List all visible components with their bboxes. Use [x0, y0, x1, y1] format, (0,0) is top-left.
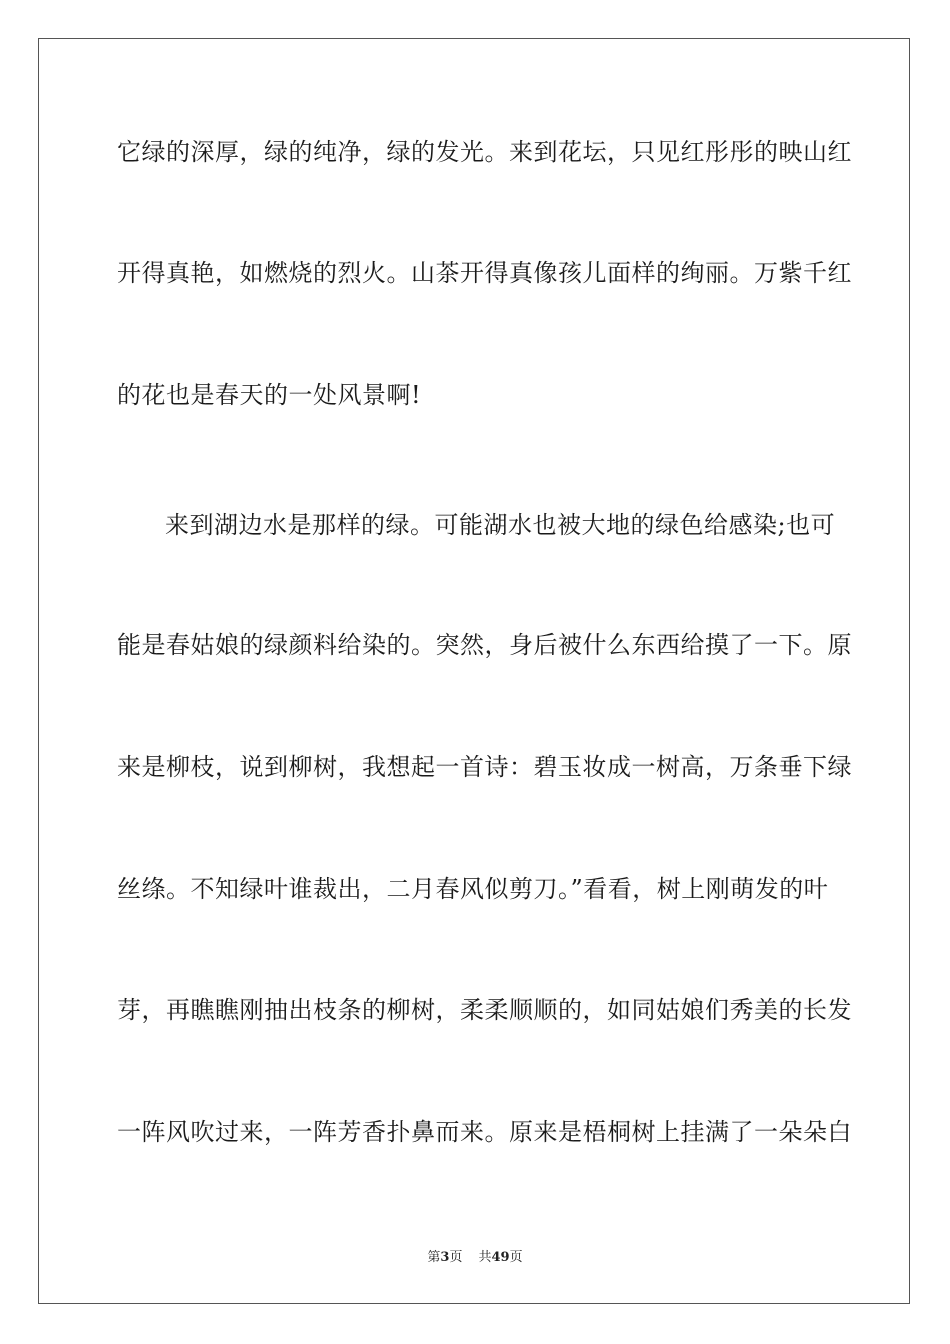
body-text-line: 丝绦。不知绿叶谁裁出，二月春风似剪刀。”看看，树上刚萌发的叶 — [117, 875, 829, 903]
body-text-line: 一阵风吹过来，一阵芳香扑鼻而来。原来是梧桐树上挂满了一朵朵白 — [117, 1118, 852, 1146]
page-footer — [0, 1249, 950, 1267]
body-text-line: 能是春姑娘的绿颜料给染的。突然，身后被什么东西给摸了一下。原 — [117, 631, 852, 659]
total-prefix: 共 — [478, 1250, 492, 1265]
body-text-line: 来是柳枝，说到柳树，我想起一首诗：碧玉妆成一树高，万条垂下绿 — [117, 753, 852, 781]
body-text-line: 开得真艳，如燃烧的烈火。山茶开得真像孩儿面样的绚丽。万紫千红 — [117, 259, 852, 287]
page-border — [38, 38, 910, 1304]
body-text-line: 的花也是春天的一处风景啊! — [117, 381, 422, 409]
total-pages-number: 49 — [491, 1250, 510, 1265]
total-suffix: 页 — [509, 1250, 523, 1265]
page-suffix: 页 — [449, 1250, 463, 1265]
body-text-line: 它绿的深厚，绿的纯净，绿的发光。来到花坛，只见红彤彤的映山红 — [117, 138, 852, 166]
current-page-number: 3 — [440, 1250, 450, 1265]
paragraph-start-line: 来到湖边水是那样的绿。可能湖水也被大地的绿色给感染;也可 — [165, 511, 836, 539]
page-prefix: 第 — [427, 1250, 441, 1265]
body-text-line: 芽，再瞧瞧刚抽出枝条的柳树，柔柔顺顺的，如同姑娘们秀美的长发 — [117, 996, 852, 1024]
